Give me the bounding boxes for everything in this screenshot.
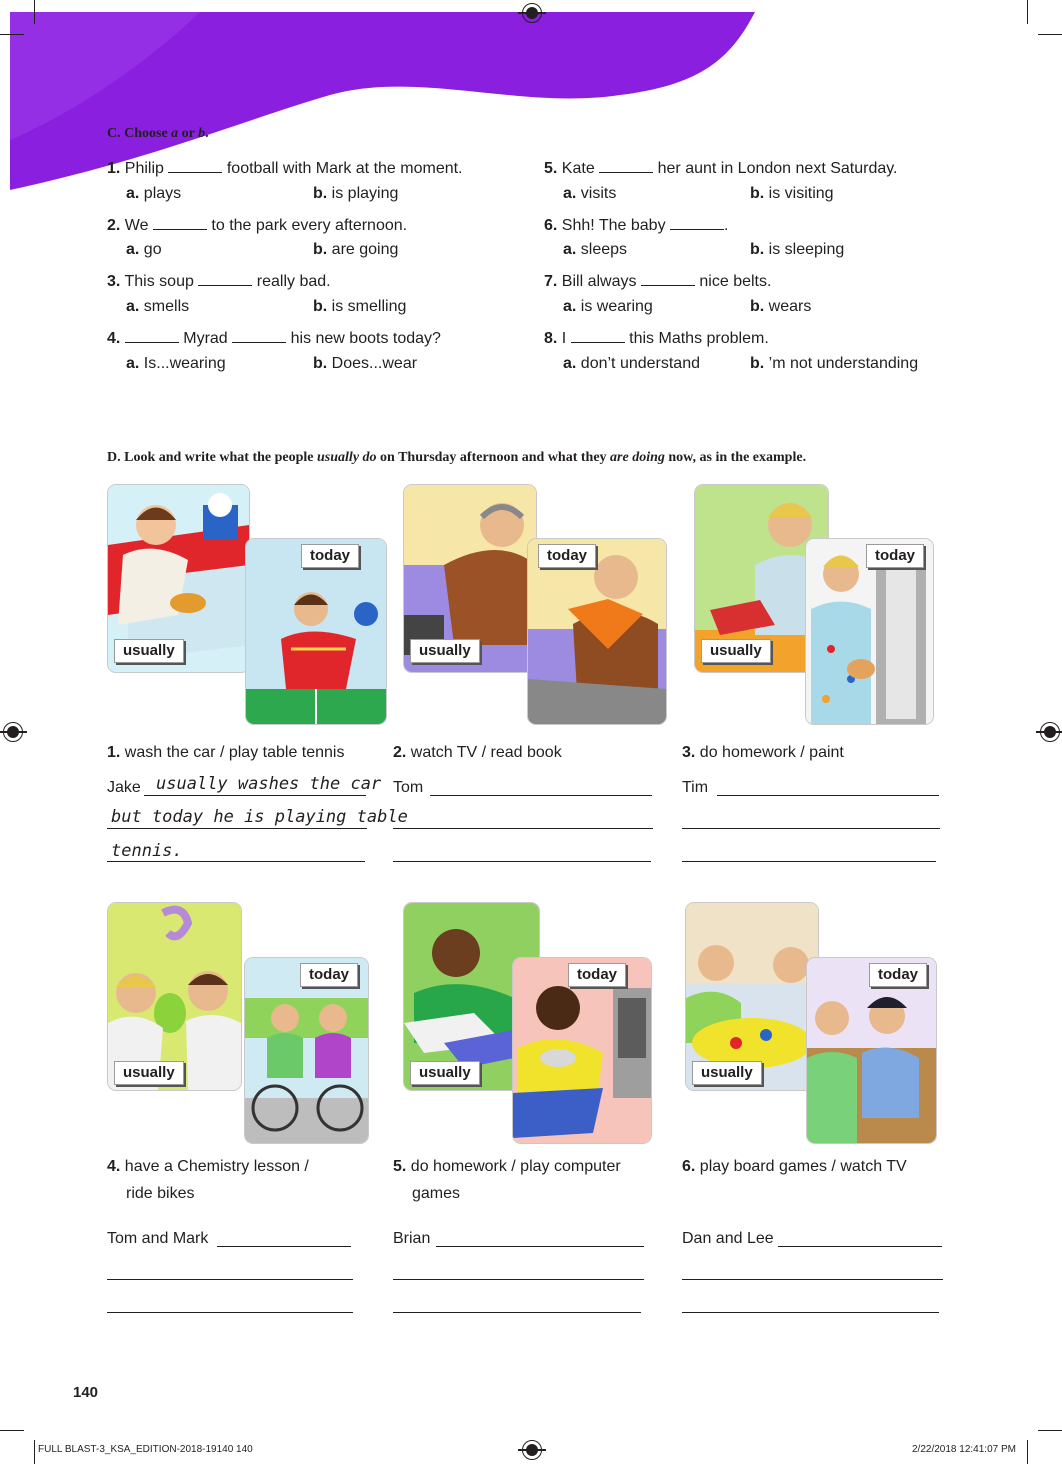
- option-a[interactable]: [126, 355, 226, 373]
- option-text: wears: [768, 298, 812, 315]
- option-label: a.: [563, 298, 577, 315]
- exercise-prompt: wash the car / play table tennis: [124, 744, 345, 761]
- question-text: really bad.: [256, 273, 331, 290]
- exercise-3-title: [682, 744, 844, 762]
- exercise-number: 2.: [393, 744, 407, 761]
- crop-mark: [34, 0, 35, 24]
- example-answer-line-1: usually washes the car: [156, 774, 382, 794]
- registration-mark-icon: [1040, 722, 1060, 742]
- exercise-number: 1.: [107, 744, 121, 761]
- heading-text: D. Look and write what the people: [107, 450, 318, 465]
- question-7: [544, 271, 771, 291]
- tag-today: today: [301, 544, 359, 568]
- question-text: to the park every afternoon.: [211, 217, 408, 234]
- question-text: Philip: [124, 160, 164, 177]
- question-5: [544, 158, 898, 178]
- answer-line[interactable]: [393, 1279, 644, 1280]
- tag-usually: usually: [114, 1061, 184, 1085]
- option-a[interactable]: [126, 185, 181, 203]
- tag-usually: usually: [114, 639, 184, 663]
- answer-line[interactable]: [107, 1279, 353, 1280]
- question-number: 3.: [107, 273, 121, 290]
- question-text: Bill always: [561, 273, 637, 290]
- exercise-4-title: [107, 1158, 309, 1176]
- option-text: sleeps: [580, 241, 628, 258]
- picture-today-6: [806, 957, 937, 1144]
- answer-line[interactable]: [682, 1279, 943, 1280]
- option-text: is visiting: [768, 185, 834, 202]
- exercise-prompt: have a Chemistry lesson /: [124, 1158, 309, 1175]
- exercise-number: 4.: [107, 1158, 121, 1175]
- answer-blank[interactable]: [232, 328, 286, 343]
- tag-usually: usually: [410, 639, 480, 663]
- picture-usually-6: [685, 902, 819, 1091]
- exercise-4-title-cont: ride bikes: [126, 1185, 195, 1202]
- option-label: b.: [750, 298, 765, 315]
- answer-line[interactable]: [393, 828, 653, 829]
- registration-mark-icon: [522, 3, 542, 23]
- question-text: .: [724, 217, 729, 234]
- crop-mark: [1027, 0, 1028, 24]
- answer-line[interactable]: [144, 795, 366, 796]
- answer-line[interactable]: [682, 828, 940, 829]
- heading-b: b: [198, 126, 206, 141]
- picture-today-2: [527, 538, 667, 725]
- registration-mark-icon: [522, 1440, 542, 1460]
- example-answer-line-3: tennis.: [111, 841, 183, 861]
- question-text: Myrad: [183, 330, 228, 347]
- heading-emphasis: usually do: [317, 450, 377, 465]
- exercise-5-subject: Brian: [393, 1230, 431, 1247]
- answer-line[interactable]: [107, 1312, 353, 1313]
- option-b[interactable]: [313, 355, 417, 373]
- option-text: is playing: [331, 185, 399, 202]
- picture-today-1: [245, 538, 387, 725]
- exercise-6-title: [682, 1158, 907, 1176]
- option-a[interactable]: [126, 241, 162, 259]
- answer-blank[interactable]: [153, 215, 207, 230]
- option-text: ’m not understanding: [768, 355, 919, 372]
- page-number: 140: [73, 1384, 99, 1401]
- answer-blank[interactable]: [125, 328, 179, 343]
- option-label: a.: [126, 298, 140, 315]
- answer-blank[interactable]: [641, 271, 695, 286]
- question-text: nice belts.: [699, 273, 772, 290]
- option-a[interactable]: [563, 185, 616, 203]
- question-text: her aunt in London next Saturday.: [657, 160, 898, 177]
- question-3: [107, 271, 331, 291]
- question-8: [544, 328, 769, 348]
- exercise-5-title-cont: games: [412, 1185, 461, 1202]
- option-label: b.: [750, 241, 765, 258]
- answer-blank[interactable]: [571, 328, 625, 343]
- answer-line[interactable]: [393, 1312, 641, 1313]
- exercise-2-title: [393, 744, 562, 762]
- question-text: this Maths problem.: [629, 330, 769, 347]
- exercise-prompt: play board games / watch TV: [699, 1158, 907, 1175]
- exercise-prompt: do homework / paint: [699, 744, 844, 761]
- crop-mark: [1038, 34, 1062, 35]
- example-answer-line-2: but today he is playing table: [111, 807, 408, 827]
- answer-line[interactable]: [430, 795, 652, 796]
- option-label: b.: [750, 185, 765, 202]
- answer-line[interactable]: [217, 1246, 351, 1247]
- question-text: I: [561, 330, 567, 347]
- crop-mark: [0, 34, 24, 35]
- option-text: don’t understand: [580, 355, 700, 372]
- option-label: a.: [563, 355, 577, 372]
- picture-usually-1: [107, 484, 250, 673]
- option-label: a.: [563, 185, 577, 202]
- heading-emphasis: are doing: [610, 450, 665, 465]
- option-text: Is...wearing: [143, 355, 226, 372]
- answer-blank[interactable]: [599, 158, 653, 173]
- option-text: is wearing: [580, 298, 653, 315]
- tag-usually: usually: [692, 1061, 762, 1085]
- answer-line[interactable]: [107, 861, 365, 862]
- exercise-number: 3.: [682, 744, 696, 761]
- question-4: [107, 328, 441, 348]
- question-1: [107, 158, 463, 178]
- option-b[interactable]: [750, 185, 834, 203]
- option-label: a.: [126, 241, 140, 258]
- exercise-prompt: do homework / play computer: [410, 1158, 621, 1175]
- question-2: [107, 215, 407, 235]
- heading-text: now, as in the example.: [664, 450, 807, 465]
- tag-today: today: [538, 544, 596, 568]
- option-text: smells: [143, 298, 190, 315]
- exercise-2-subject: Tom: [393, 779, 424, 796]
- picture-today-3: [805, 538, 934, 725]
- answer-line[interactable]: [107, 828, 367, 829]
- heading-a: a: [171, 126, 179, 141]
- heading-text: C. Choose: [107, 126, 172, 141]
- question-text: We: [124, 217, 149, 234]
- option-label: b.: [750, 355, 765, 372]
- footer-timestamp: 2/22/2018 12:41:07 PM: [912, 1444, 1016, 1455]
- answer-line[interactable]: [682, 1312, 939, 1313]
- question-number: 8.: [544, 330, 558, 347]
- option-a[interactable]: [126, 298, 189, 316]
- tag-today: today: [869, 963, 927, 987]
- question-number: 7.: [544, 273, 558, 290]
- option-text: go: [143, 241, 162, 258]
- option-text: is sleeping: [768, 241, 845, 258]
- option-b[interactable]: [313, 298, 406, 316]
- answer-line[interactable]: [393, 861, 651, 862]
- exercise-6-subject: Dan and Lee: [682, 1230, 774, 1247]
- question-6: [544, 215, 728, 235]
- option-label: a.: [563, 241, 577, 258]
- question-text: This soup: [124, 273, 194, 290]
- exercise-prompt: watch TV / read book: [410, 744, 562, 761]
- option-b[interactable]: [750, 241, 844, 259]
- question-text: football with Mark at the moment.: [226, 160, 463, 177]
- tag-today: today: [300, 963, 358, 987]
- answer-blank[interactable]: [198, 271, 252, 286]
- picture-usually-4: [107, 902, 242, 1091]
- answer-blank[interactable]: [670, 215, 724, 230]
- exercise-4-subject: Tom and Mark: [107, 1230, 209, 1247]
- footer-file-info: FULL BLAST-3_KSA_EDITION-2018-19140 140: [38, 1444, 253, 1455]
- answer-line[interactable]: [778, 1246, 942, 1247]
- exercise-1-subject: Jake: [107, 779, 141, 796]
- registration-mark-icon: [3, 722, 23, 742]
- option-label: b.: [313, 185, 328, 202]
- question-number: 1.: [107, 160, 121, 177]
- option-label: b.: [313, 298, 328, 315]
- picture-today-5: [512, 957, 652, 1144]
- option-label: a.: [126, 355, 140, 372]
- option-b[interactable]: [313, 241, 398, 259]
- question-text: his new boots today?: [290, 330, 441, 347]
- option-text: is smelling: [331, 298, 407, 315]
- option-text: plays: [143, 185, 182, 202]
- answer-line[interactable]: [717, 795, 939, 796]
- tag-usually: usually: [701, 639, 771, 663]
- question-number: 5.: [544, 160, 558, 177]
- option-label: b.: [313, 355, 328, 372]
- answer-blank[interactable]: [168, 158, 222, 173]
- option-a[interactable]: [563, 355, 700, 373]
- option-text: Does...wear: [331, 355, 418, 372]
- picture-usually-2: [403, 484, 537, 673]
- question-text: Shh! The baby: [561, 217, 666, 234]
- heading-text: .: [205, 126, 209, 141]
- tag-usually: usually: [410, 1061, 480, 1085]
- crop-mark: [1027, 1440, 1028, 1464]
- question-number: 2.: [107, 217, 121, 234]
- heading-text: on Thursday afternoon and what they: [376, 450, 611, 465]
- tag-today: today: [568, 963, 626, 987]
- exercise-3-subject: Tim: [682, 779, 709, 796]
- exercise-number: 6.: [682, 1158, 696, 1175]
- option-b[interactable]: [313, 185, 398, 203]
- exercise-5-title: [393, 1158, 621, 1176]
- answer-line[interactable]: [682, 861, 936, 862]
- crop-mark: [34, 1440, 35, 1464]
- option-text: are going: [331, 241, 399, 258]
- option-label: b.: [313, 241, 328, 258]
- crop-mark: [1038, 1430, 1062, 1431]
- picture-today-4: [244, 957, 369, 1144]
- option-text: visits: [580, 185, 617, 202]
- question-number: 6.: [544, 217, 558, 234]
- question-text: Kate: [561, 160, 595, 177]
- option-b[interactable]: [750, 355, 918, 373]
- option-b[interactable]: [750, 298, 811, 316]
- heading-text: or: [178, 126, 199, 141]
- section-c-heading: [107, 126, 209, 142]
- option-a[interactable]: [563, 298, 653, 316]
- question-number: 4.: [107, 330, 121, 347]
- crop-mark: [0, 1430, 24, 1431]
- option-label: a.: [126, 185, 140, 202]
- option-a[interactable]: [563, 241, 627, 259]
- exercise-number: 5.: [393, 1158, 407, 1175]
- answer-line[interactable]: [436, 1246, 644, 1247]
- tag-today: today: [866, 544, 924, 568]
- exercise-1-title: [107, 744, 344, 762]
- section-d-heading: [107, 450, 806, 466]
